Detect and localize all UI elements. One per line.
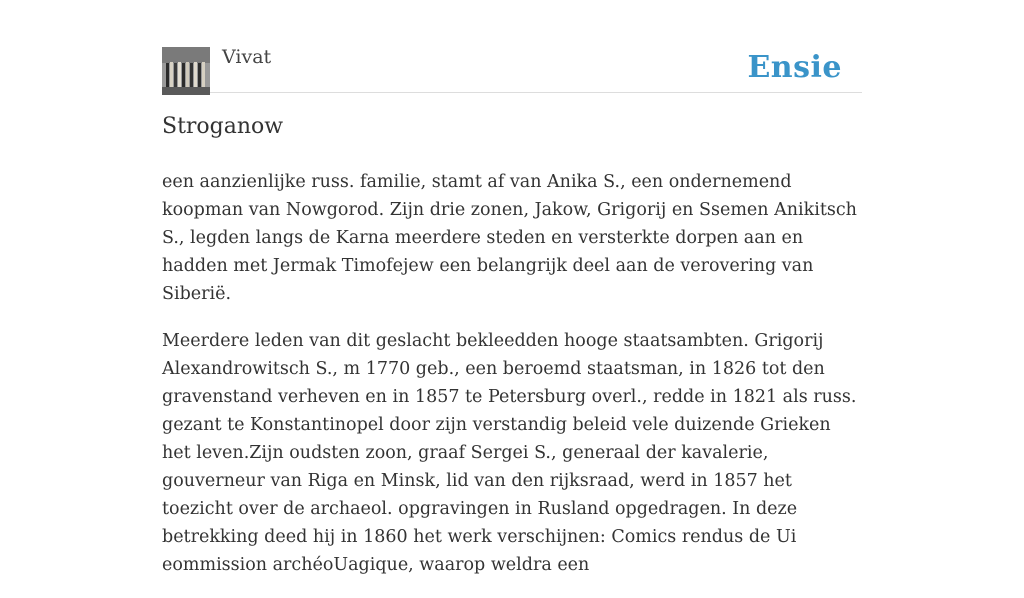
brand-logo[interactable]: Ensie xyxy=(747,50,842,85)
book-spines-avatar-icon xyxy=(162,47,210,95)
avatar[interactable] xyxy=(162,47,210,95)
article-paragraph: Meerdere leden van dit geslacht bekleedden hooge staatsambten. Grigorij Alexandrowitsch S., m 1770 geb., een beroemd staatsman, in 1826 tot den gravenstand verheven en in 1857 te Petersburg overl., redde in 1821 als russ. gezant te Konstantinopel door zijn verstandig beleid vele duizende Grieken het leven.Zijn oudsten zoon, graaf Sergei S., generaal der kavalerie, gouverneur van Riga en Minsk, lid van den rijksraad, werd in 1857 het toezicht over de archaeol. opgravingen in Rusland opgedragen. In deze betrekking deed hij in 1860 het werk verschijnen: Comics rendus de Ui eommission archéoUagique, waarop weldra een xyxy=(162,331,857,575)
header xyxy=(162,46,862,93)
article-paragraph: een aanzienlijke russ. familie, stamt af van Anika S., een ondernemend koopman van Nowgorod. Zijn drie zonen, Jakow, Grigorij en Ssemen Anikitsch S., legden langs de Karna meerdere steden en versterkte dorpen aan en hadden met Jermak Timofejew een belangrijk deel aan de verovering van Siberië. xyxy=(162,172,857,304)
article-body xyxy=(162,168,862,598)
article-title: Stroganow xyxy=(162,114,284,139)
author-name[interactable]: Vivat xyxy=(222,46,272,68)
